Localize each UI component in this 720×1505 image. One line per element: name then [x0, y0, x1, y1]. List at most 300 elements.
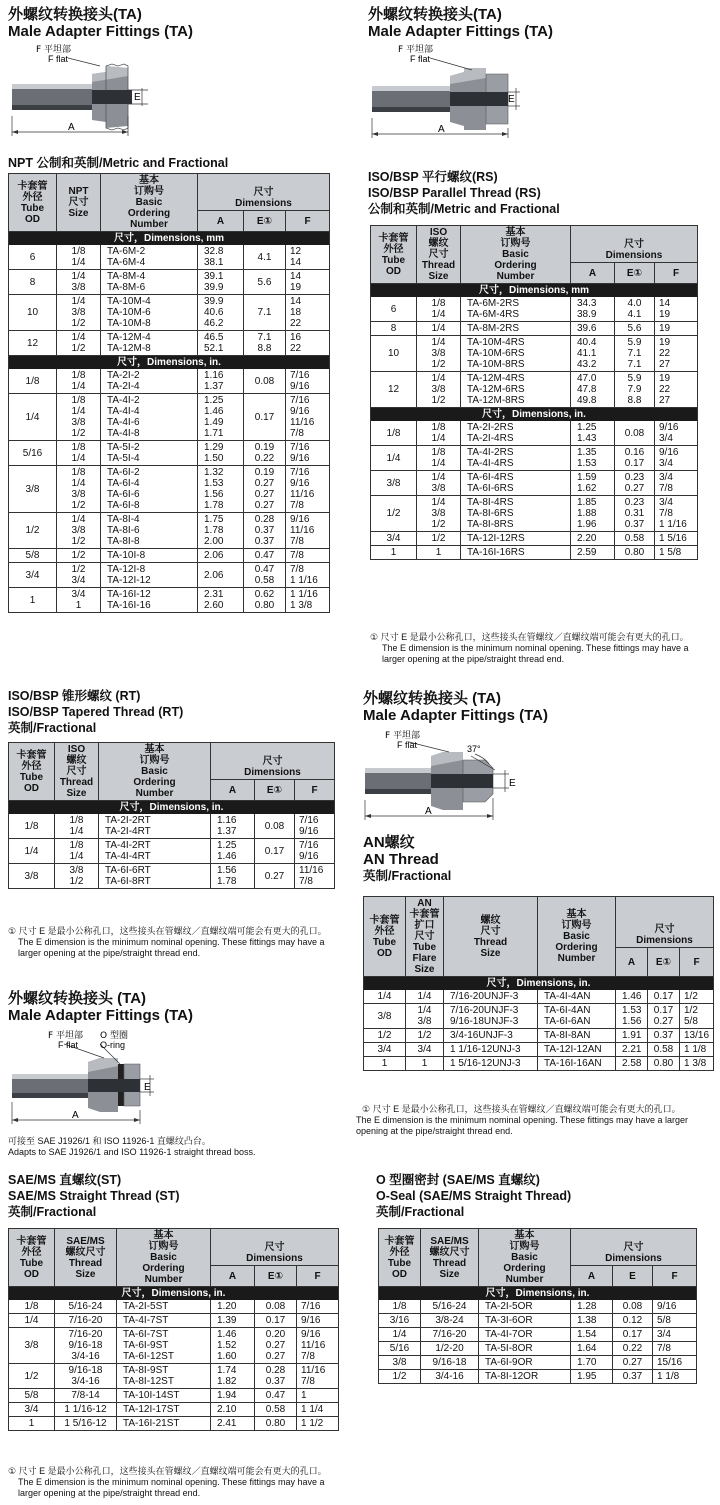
cell-f: 1 1/8 — [680, 1043, 714, 1057]
cell-od: 8 — [9, 270, 57, 295]
table-row — [364, 1029, 714, 1043]
header-a: A — [211, 780, 255, 801]
cell-od: 1 — [9, 588, 57, 613]
cell-f: 1 1/4 — [297, 1403, 339, 1417]
cell-num: TA-2I-5OR — [479, 1300, 571, 1314]
cell-size: 1/4 3/8 1/2 — [417, 496, 461, 532]
cell-num: TA-12I-17ST — [117, 1403, 211, 1417]
cell-size: 7/16-20 — [55, 1314, 117, 1328]
cell-a: 1.25 1.46 — [211, 839, 255, 864]
cell-od: 5/8 — [9, 549, 57, 563]
cell-e: 0.19 0.22 — [244, 441, 286, 466]
footnote-e: ① 尺寸 E 是最小公称孔口，这些接头在管螺纹／直螺纹端可能会有更大的孔口。 The E dimension is the minimum nominal opening. These fittings may have a larger opening at the pipe/straight thread end. — [8, 1466, 327, 1498]
cell-size: 1/4 3/8 1/2 — [417, 336, 461, 372]
cell-od: 3/4 — [371, 532, 417, 546]
label-angle: 37° — [467, 744, 481, 754]
cell-num: TA-2I-2 TA-2I-4 — [101, 369, 198, 394]
cell-e: 0.27 — [613, 1356, 653, 1370]
cell-size: 3/4 1 — [57, 588, 101, 613]
cell-od: 3/8 — [371, 471, 417, 496]
label-o-en: O-ring — [100, 1040, 126, 1050]
cell-f: 11/16 7/8 — [295, 864, 335, 889]
table-row — [9, 588, 330, 613]
cell-num: TA-16I-16AN — [538, 1057, 616, 1071]
cell-num: TA-4I-2 TA-4I-4 TA-4I-6 TA-4I-8 — [101, 394, 198, 441]
cell-num: TA-12M-4 TA-12M-8 — [101, 331, 198, 356]
cell-a: 39.9 40.6 46.2 — [198, 295, 244, 331]
cell-f: 9/16 3/4 — [655, 446, 698, 471]
table-row — [9, 864, 335, 889]
cell-e: 0.80 — [615, 546, 655, 560]
cell-od: 1/8 — [9, 369, 57, 394]
cell-e: 0.17 — [613, 1328, 653, 1342]
label-f-cn: F 平坦部 — [398, 45, 434, 55]
cell-f: 19 22 27 — [655, 372, 698, 408]
cell-a: 39.6 — [571, 322, 615, 336]
header-e: E① — [615, 263, 655, 284]
cell-a: 2.06 — [198, 563, 244, 588]
header-f: F — [680, 948, 714, 977]
section-title-en: Male Adapter Fittings (TA) — [363, 707, 548, 724]
cell-size: 1/2-20 — [421, 1342, 479, 1356]
cell-size: 1/4 — [417, 322, 461, 336]
cell-size: 1/8 1/4 — [55, 839, 99, 864]
cell-num: TA-2I-2RS TA-2I-4RS — [461, 421, 571, 446]
cell-a: 2.06 — [198, 549, 244, 563]
cell-od: 1/4 — [9, 394, 57, 441]
section-title-cn: 外螺纹转换接头 (TA) — [363, 690, 502, 707]
header-f: F — [653, 1266, 697, 1287]
cell-thread: 1 5/16-12UNJ-3 — [444, 1057, 538, 1071]
table-row — [9, 839, 335, 864]
table-row — [371, 496, 698, 532]
cell-size: 1/8 1/4 — [417, 446, 461, 471]
cell-size: 5/16-24 — [421, 1300, 479, 1314]
cell-od: 1 — [9, 1417, 55, 1431]
cell-num: TA-6I-6RT TA-6I-8RT — [99, 864, 211, 889]
cell-thread: 7/16-20UNJF-3 — [444, 990, 538, 1004]
header-tube-od: 卡套管 外径 Tube OD — [379, 1229, 421, 1287]
cell-e: 0.08 — [255, 814, 295, 839]
table-row — [9, 1328, 339, 1364]
label-f-en: F flat — [410, 54, 431, 64]
cell-a: 1.59 1.62 — [571, 471, 615, 496]
footnote-e: ① 尺寸 E 是最小公称孔口，这些接头在管螺纹／直螺纹端可能会有更大的孔口。 The E dimension is the minimum nominal opening. These fittings may have a larger opening at the pipe/straight thread end. — [356, 1104, 688, 1136]
cell-a: 2.20 — [571, 532, 615, 546]
section-npt — [8, 6, 193, 40]
cell-f: 9/16 11/16 7/8 — [297, 1328, 339, 1364]
cell-e: 0.12 — [613, 1314, 653, 1328]
cell-num: TA-4I-2RS TA-4I-4RS — [461, 446, 571, 471]
cell-a: 1.94 — [211, 1389, 255, 1403]
cell-num: TA-4I-7OR — [479, 1328, 571, 1342]
cell-a: 34.3 38.9 — [571, 297, 615, 322]
header-tube-od: 卡套管 外径 Tube OD — [9, 743, 55, 801]
cell-f: 19 22 27 — [655, 336, 698, 372]
header-ordering-number: 基本 订购号 Basic Ordering Number — [101, 174, 198, 232]
cell-od: 1/2 — [9, 1364, 55, 1389]
cell-num: TA-2I-2RT TA-2I-4RT — [99, 814, 211, 839]
table-row — [371, 297, 698, 322]
cell-e: 0.47 0.58 — [244, 563, 286, 588]
cell-f: 19 — [655, 322, 698, 336]
cell-f: 7/16 — [297, 1300, 339, 1314]
cell-a: 1.70 — [571, 1356, 613, 1370]
cell-f: 7/8 — [286, 549, 330, 563]
label-a: A — [425, 806, 432, 817]
cell-e: 0.17 — [255, 1314, 297, 1328]
cell-a: 40.4 41.1 43.2 — [571, 336, 615, 372]
table-subtitle: ISO/BSP 平行螺纹(RS) ISO/BSP Parallel Thread (RS) 公制和英制/Metric and Fractional — [368, 170, 560, 216]
cell-size: 9/16-18 3/4-16 — [55, 1364, 117, 1389]
cell-size: 1/4 3/8 1/2 — [57, 513, 101, 549]
cell-e: 0.37 — [648, 1029, 680, 1043]
cell-od: 1/4 — [9, 1314, 55, 1328]
header-ordering-number: 基本 订购号 Basic Ordering Number — [538, 897, 616, 977]
table-row — [9, 1389, 339, 1403]
label-a: A — [68, 122, 75, 133]
cell-a: 1.29 1.50 — [198, 441, 244, 466]
male-adapter-drawing-rs — [368, 44, 528, 140]
cell-size: 7/16-20 — [421, 1328, 479, 1342]
cell-od: 3/8 — [9, 466, 57, 513]
table-row — [379, 1356, 697, 1370]
table-row — [364, 1004, 714, 1029]
cell-od: 1/8 — [379, 1300, 421, 1314]
table-row — [371, 546, 698, 560]
cell-od: 10 — [9, 295, 57, 331]
cell-a: 1.25 1.43 — [571, 421, 615, 446]
cell-size: 3/4-16 — [421, 1370, 479, 1384]
cell-size: 9/16-18 — [421, 1356, 479, 1370]
cell-e: 0.47 — [244, 549, 286, 563]
cell-a: 2.59 — [571, 546, 615, 560]
cell-a: 47.0 47.8 49.8 — [571, 372, 615, 408]
header-dimensions: 尺寸 Dimensions — [571, 1229, 697, 1266]
table-row — [9, 1300, 339, 1314]
header-f: F — [295, 780, 335, 801]
header-dimensions: 尺寸 Dimensions — [211, 743, 335, 780]
male-adapter-drawing-an — [363, 730, 523, 822]
cell-od: 3/4 — [9, 563, 57, 588]
cell-num: TA-4I-7ST — [117, 1314, 211, 1328]
header-dimensions: 尺寸 Dimensions — [571, 226, 698, 263]
cell-e: 0.08 — [615, 421, 655, 446]
cell-a: 1.46 1.52 1.60 — [211, 1328, 255, 1364]
cell-size: 1/8 1/4 — [57, 369, 101, 394]
band-in: 尺寸，Dimensions, in. — [9, 1287, 339, 1301]
cell-size: 1/4 3/8 1/2 — [417, 372, 461, 408]
cell-a: 46.5 52.1 — [198, 331, 244, 356]
cell-od: 3/8 — [9, 1328, 55, 1364]
cell-num: TA-10I-8 — [101, 549, 198, 563]
table-row — [9, 1417, 339, 1431]
band-in: 尺寸，Dimensions, in. — [379, 1287, 697, 1301]
header-npt-size: NPT 尺寸 Size — [57, 174, 101, 232]
header-thread-size: SAE/MS 螺纹尺寸 Thread Size — [55, 1229, 117, 1287]
table-row — [364, 1043, 714, 1057]
cell-num: TA-5I-8OR — [479, 1342, 571, 1356]
male-adapter-drawing-npt — [8, 44, 158, 140]
header-f: F — [286, 211, 330, 232]
cell-a: 1.64 — [571, 1342, 613, 1356]
section-rs — [368, 6, 553, 40]
cell-f: 15/16 — [653, 1356, 697, 1370]
cell-flare: 1 — [406, 1057, 444, 1071]
cell-num: TA-16I-16RS — [461, 546, 571, 560]
table-row — [9, 245, 330, 270]
cell-a: 1.74 1.82 — [211, 1364, 255, 1389]
cell-f: 11/16 7/8 — [297, 1364, 339, 1389]
cell-thread: 1 1/16-12UNJ-3 — [444, 1043, 538, 1057]
cell-size: 7/16-20 9/16-18 3/4-16 — [55, 1328, 117, 1364]
label-e: E — [509, 778, 516, 789]
cell-a: 1.28 — [571, 1300, 613, 1314]
section-st — [8, 990, 193, 1024]
label-a: A — [438, 124, 445, 135]
band-mm: 尺寸，Dimensions, mm — [9, 232, 330, 246]
header-dimensions: 尺寸 Dimensions — [616, 897, 714, 948]
cell-size: 7/8-14 — [55, 1389, 117, 1403]
section-title-cn: 外螺纹转换接头 (TA) — [8, 990, 147, 1007]
header-ordering-number: 基本 订购号 Basic Ordering Number — [99, 743, 211, 801]
cell-num: TA-12I-12RS — [461, 532, 571, 546]
cell-a: 1.25 1.46 1.49 1.71 — [198, 394, 244, 441]
header-dimensions: 尺寸 Dimensions — [211, 1229, 339, 1266]
table-subtitle-oseal: O 型圈密封 (SAE/MS 直螺纹) O-Seal (SAE/MS Straight Thread) 英制/Fractional — [376, 1173, 572, 1219]
header-thread-size: SAE/MS 螺纹尺寸 Thread Size — [421, 1229, 479, 1287]
header-e: E — [613, 1266, 653, 1287]
header-ordering-number: 基本 订购号 Basic Ordering Number — [479, 1229, 571, 1287]
table-row — [9, 270, 330, 295]
cell-e: 0.17 — [255, 839, 295, 864]
table-row — [9, 513, 330, 549]
cell-num: TA-8M-4 TA-8M-6 — [101, 270, 198, 295]
cell-a: 1.95 — [571, 1370, 613, 1384]
cell-num: TA-8I-9ST TA-8I-12ST — [117, 1364, 211, 1389]
table-row — [371, 322, 698, 336]
cell-size: 1 5/16-12 — [55, 1417, 117, 1431]
cell-e: 0.58 — [615, 532, 655, 546]
label-e: E — [134, 92, 141, 103]
cell-a: 1.38 — [571, 1314, 613, 1328]
cell-f: 7/16 9/16 — [286, 369, 330, 394]
table-row — [379, 1300, 697, 1314]
cell-od: 3/16 — [379, 1314, 421, 1328]
cell-num: TA-3I-6OR — [479, 1314, 571, 1328]
cell-f: 9/16 — [297, 1314, 339, 1328]
cell-od: 8 — [371, 322, 417, 336]
cell-a: 1.56 1.78 — [211, 864, 255, 889]
cell-flare: 1/4 3/8 — [406, 1004, 444, 1029]
cell-a: 1.16 1.37 — [198, 369, 244, 394]
cell-num: TA-6M-2RS TA-6M-4RS — [461, 297, 571, 322]
cell-a: 1.91 — [616, 1029, 648, 1043]
cell-num: TA-10M-4RS TA-10M-6RS TA-10M-8RS — [461, 336, 571, 372]
header-f: F — [297, 1266, 339, 1287]
cell-f: 1 1/16 1 3/8 — [286, 588, 330, 613]
table-row — [379, 1342, 697, 1356]
cell-f: 3/4 7/8 1 1/16 — [655, 496, 698, 532]
cell-f: 1 5/8 — [655, 546, 698, 560]
cell-e: 7.1 8.8 — [244, 331, 286, 356]
cell-size: 1/2 — [57, 549, 101, 563]
cell-num: TA-2I-5ST — [117, 1300, 211, 1314]
cell-f: 1 3/8 — [680, 1057, 714, 1071]
table-subtitle-rt: ISO/BSP 锥形螺纹 (RT) ISO/BSP Tapered Thread (RT) 英制/Fractional — [8, 689, 184, 735]
cell-size: 1 1/16-12 — [55, 1403, 117, 1417]
cell-f: 16 22 — [286, 331, 330, 356]
header-f: F — [655, 263, 698, 284]
band-in: 尺寸，Dimensions, in. — [364, 977, 714, 991]
cell-a: 39.1 39.9 — [198, 270, 244, 295]
header-tube-od: 卡套管 外径 Tube OD — [9, 174, 57, 232]
cell-od: 5/16 — [9, 441, 57, 466]
cell-e: 4.0 4.1 — [615, 297, 655, 322]
cell-od: 6 — [9, 245, 57, 270]
band-mm: 尺寸，Dimensions, mm — [371, 284, 698, 298]
cell-size: 1/2 3/4 — [57, 563, 101, 588]
cell-e: 5.6 — [244, 270, 286, 295]
header-flare-size: AN 卡套管 扩口 尺寸 Tube Flare Size — [406, 897, 444, 977]
cell-od: 3/4 — [364, 1043, 406, 1057]
cell-size: 1/8 1/4 — [417, 421, 461, 446]
cell-num: TA-8I-4RS TA-8I-6RS TA-8I-8RS — [461, 496, 571, 532]
cell-od: 3/8 — [379, 1356, 421, 1370]
label-f-cn: F 平坦部 — [48, 1031, 84, 1041]
cell-f: 1 1/8 — [653, 1370, 697, 1384]
table-row — [9, 1314, 339, 1328]
header-thread-size: ISO 螺纹 尺寸 Thread Size — [55, 743, 99, 801]
table-row — [379, 1314, 697, 1328]
cell-flare: 1/2 — [406, 1029, 444, 1043]
header-a: A — [198, 211, 244, 232]
cell-size: 1/4 1/2 — [57, 331, 101, 356]
cell-e: 5.9 7.1 7.1 — [615, 336, 655, 372]
cell-od: 1/4 — [379, 1328, 421, 1342]
cell-e: 0.58 — [648, 1043, 680, 1057]
cell-od: 3/8 — [364, 1004, 406, 1029]
cell-e: 0.20 0.27 0.27 — [255, 1328, 297, 1364]
cell-e: 0.17 0.27 — [648, 1004, 680, 1029]
cell-thread: 3/4-16UNJF-3 — [444, 1029, 538, 1043]
cell-od: 1/2 — [9, 513, 57, 549]
cell-size: 5/16-24 — [55, 1300, 117, 1314]
table-row — [371, 336, 698, 372]
cell-num: TA-12I-8 TA-12I-12 — [101, 563, 198, 588]
header-ordering-number: 基本 订购号 Basic Ordering Number — [461, 226, 571, 284]
cell-num: TA-10M-4 TA-10M-6 TA-10M-8 — [101, 295, 198, 331]
cell-od: 1 — [371, 546, 417, 560]
cell-e: 0.16 0.17 — [615, 446, 655, 471]
band-in: 尺寸，Dimensions, in. — [9, 801, 335, 815]
cell-a: 1.85 1.88 1.96 — [571, 496, 615, 532]
table-row — [9, 1364, 339, 1389]
cell-a: 1.39 — [211, 1314, 255, 1328]
cell-e: 0.28 0.37 0.37 — [244, 513, 286, 549]
header-dimensions: 尺寸 Dimensions — [198, 174, 330, 211]
cell-e: 0.80 — [255, 1417, 297, 1431]
cell-e: 0.08 — [244, 369, 286, 394]
cell-od: 12 — [371, 372, 417, 408]
cell-num: TA-16I-12 TA-16I-16 — [101, 588, 198, 613]
table-row — [9, 394, 330, 441]
cell-f: 1 1/2 — [297, 1417, 339, 1431]
table-row — [371, 421, 698, 446]
cell-a: 1.35 1.53 — [571, 446, 615, 471]
cell-flare: 1/4 — [406, 990, 444, 1004]
table-row — [364, 990, 714, 1004]
cell-f: 3/4 — [653, 1328, 697, 1342]
cell-e: 0.17 — [244, 394, 286, 441]
footnote-e: ① 尺寸 E 是最小公称孔口，这些接头在管螺纹／直螺纹端可能会有更大的孔口。 The E dimension is the minimum nominal opening. These fittings may have a larger opening at the pipe/straight thread end. — [8, 926, 327, 958]
cell-f: 7/16 9/16 11/16 7/8 — [286, 394, 330, 441]
table-row — [371, 532, 698, 546]
table-row — [9, 369, 330, 394]
cell-a: 32.8 38.1 — [198, 245, 244, 270]
cell-num: TA-6I-4AN TA-6I-6AN — [538, 1004, 616, 1029]
cell-e: 0.27 — [255, 864, 295, 889]
cell-a: 1.54 — [571, 1328, 613, 1342]
cell-size: 1/8 1/4 — [417, 297, 461, 322]
cell-num: TA-5I-2 TA-5I-4 — [101, 441, 198, 466]
cell-size: 1/8 1/4 — [57, 245, 101, 270]
section-title-en: Male Adapter Fittings (TA) — [368, 23, 553, 40]
cell-e: 0.22 — [613, 1342, 653, 1356]
cell-od: 1/4 — [371, 446, 417, 471]
table-row — [379, 1328, 697, 1342]
cell-num: TA-8M-2RS — [461, 322, 571, 336]
label-f-en: F flat — [397, 740, 418, 750]
cell-e: 0.62 0.80 — [244, 588, 286, 613]
header-e: E① — [255, 780, 295, 801]
header-a: A — [571, 263, 615, 284]
adapts-note: 可接至 SAE J1926/1 和 ISO 11926-1 直螺纹凸台。 Adapts to SAE J1926/1 and ISO 11926-1 straight thread boss. — [8, 1136, 256, 1157]
cell-size: 1/8 1/4 — [55, 814, 99, 839]
cell-e: 5.9 7.9 8.8 — [615, 372, 655, 408]
band-in: 尺寸，Dimensions, in. — [9, 356, 330, 370]
header-e: E① — [648, 948, 680, 977]
table-row — [9, 549, 330, 563]
cell-e: 0.08 — [613, 1300, 653, 1314]
label-f-en: F flat — [48, 54, 69, 64]
cell-f: 1/2 — [680, 990, 714, 1004]
label-f-cn: F 平坦部 — [385, 731, 421, 741]
label-a: A — [72, 1110, 79, 1121]
cell-num: TA-12M-4RS TA-12M-6RS TA-12M-8RS — [461, 372, 571, 408]
cell-num: TA-12I-12AN — [538, 1043, 616, 1057]
cell-od: 6 — [371, 297, 417, 322]
cell-num: TA-6M-2 TA-6M-4 — [101, 245, 198, 270]
cell-e: 0.80 — [648, 1057, 680, 1071]
cell-a: 1.53 1.56 — [616, 1004, 648, 1029]
label-f-en: F flat — [58, 1040, 79, 1050]
cell-num: TA-6I-9OR — [479, 1356, 571, 1370]
cell-num: TA-4I-4AN — [538, 990, 616, 1004]
cell-od: 3/4 — [9, 1403, 55, 1417]
cell-a: 2.31 2.60 — [198, 588, 244, 613]
cell-od: 1/4 — [364, 990, 406, 1004]
cell-od: 1/8 — [9, 814, 55, 839]
cell-f: 7/16 9/16 — [286, 441, 330, 466]
oseal-dimensions-table — [378, 1228, 697, 1384]
header-a: A — [571, 1266, 613, 1287]
cell-od: 5/16 — [379, 1342, 421, 1356]
cell-a: 2.41 — [211, 1417, 255, 1431]
cell-od: 3/8 — [9, 864, 55, 889]
section-title-en: Male Adapter Fittings (TA) — [8, 1007, 193, 1024]
label-f-cn: F 平坦部 — [36, 45, 72, 55]
